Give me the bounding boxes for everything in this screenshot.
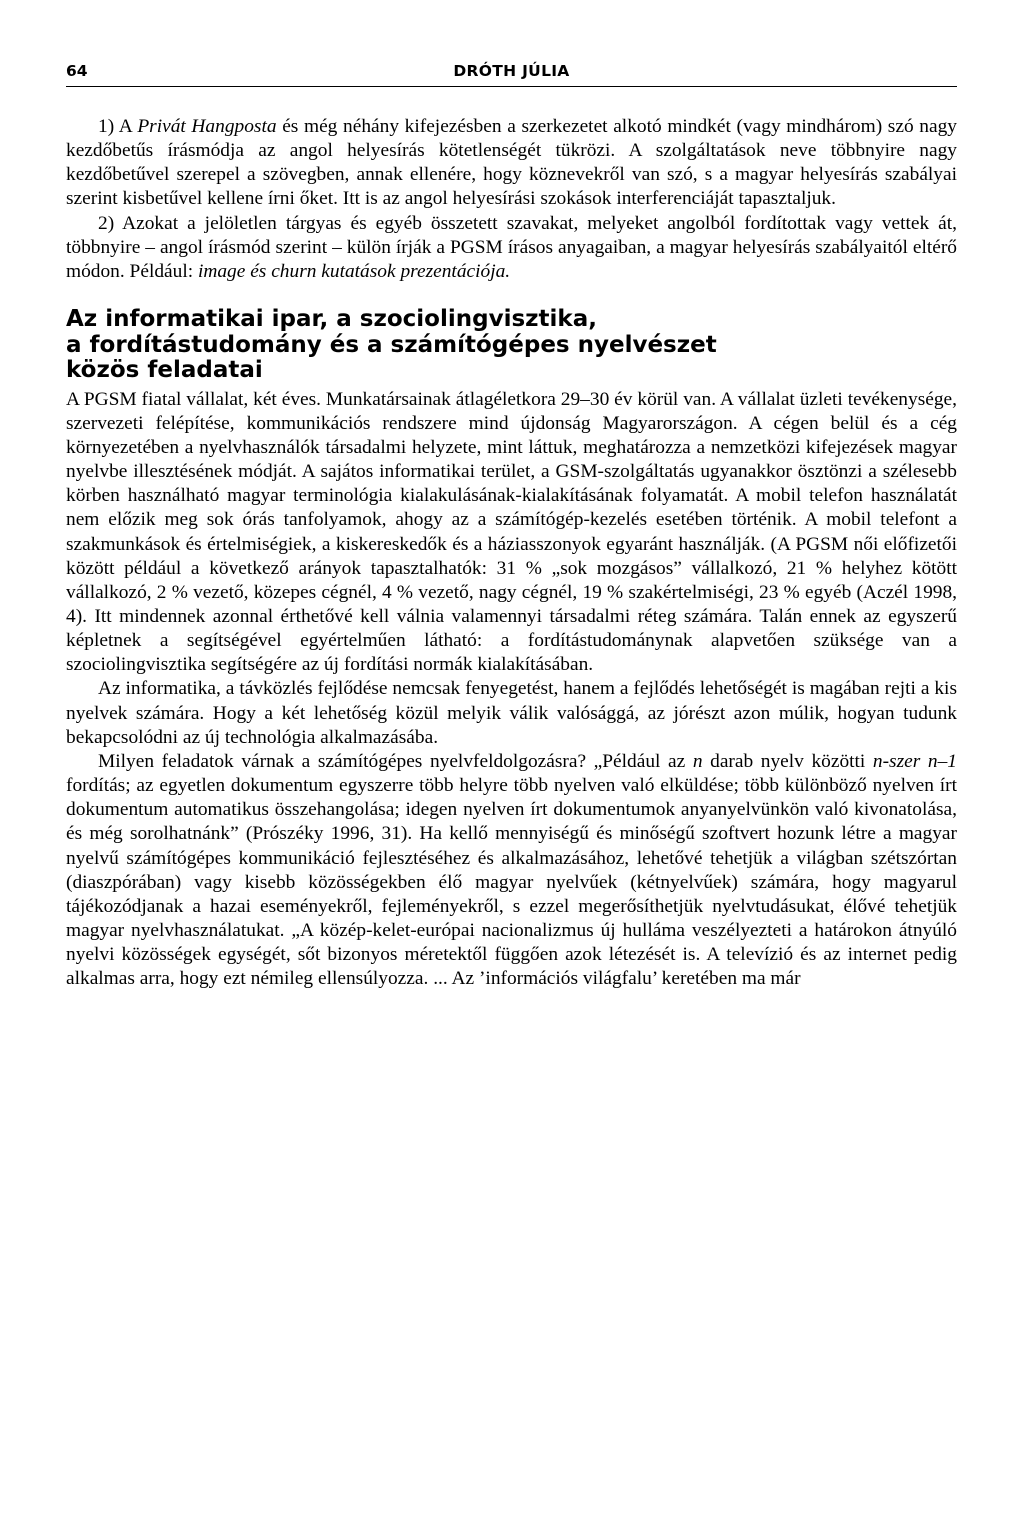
running-head xyxy=(66,56,957,87)
italic-term: Privát Hangposta xyxy=(137,116,277,137)
heading-line: a fordítástudomány és a számítógépes nyelvészet xyxy=(66,331,717,358)
note-number: 1) A xyxy=(98,116,138,137)
page-number: 64 xyxy=(66,62,88,80)
section-heading xyxy=(66,307,957,384)
section-body xyxy=(66,388,957,992)
paragraph-note-1 xyxy=(66,115,957,212)
italic-example: image és churn kutatások prezentációja. xyxy=(197,260,511,282)
paragraph-text: Milyen feladatok várnak a számítógépes nyelvfeldolgozásra? „Például az xyxy=(98,750,693,772)
section-paragraph-3 xyxy=(66,750,957,992)
paragraph-text: és még néhány kifejezésben a szerkezetet alkotó mindkét (vagy mindhárom) szó nagy kezdőbetűs írásmódja az angol helyesírás kötetlenségét tükrözi. A szolgáltatások neve többnyire nagy kezdőbetűvel szerepel a szövegben, annak ellenére, hogy köznevekről van szó, s a magyar helyesírás szabályai szerint kisbetűvel kellene írni őket. Itt is az angol helyesírási szokások interferenciáját tapasztaljuk. xyxy=(66,116,957,210)
italic-formula: n-szer n–1 xyxy=(872,750,957,772)
italic-variable: n xyxy=(692,750,703,772)
section-paragraph-1: A PGSM fiatal vállalat, két éves. Munkatársainak átlagéletkora 29–30 év körül van. A vállalat üzleti tevékenysége, szervezeti felépítése, kommunikációs rendszere mind újdonság Magyarországon. A cégen belül és a cég környezetében a nyelvhasználók társadalmi helyzete, mint láttuk, meghatározza a nemzetközi kifejezések magyar nyelvbe illesztésének módját. A sajátos informatikai terület, a GSM-szolgáltatás ugyanakkor ösztönzi a szélesebb körben használható magyar terminológia kialakulásának-kialakításának folyamatát. A mobil telefon használatát nem előzik meg sok órás tanfolyamok, ahogy az a számítógép-kezelés esetében történik. A mobil telefont a szakmunkások és értelmiségiek, a kiskereskedők és a háziasszonyok egyaránt használják. (A PGSM női előfizetői között például a következő arányok tapasztalhatók: 31 % „sok mozgásos” vállalkozó, 21 % helyhez kötött vállalkozó, 2 % vezető, közepes cégnél, 4 % vezető, nagy cégnél, 19 % szakértelmiségi, 23 % egyéb (Aczél 1998, 4). Itt mindennek azonnal érthetővé kell válnia valamennyi társadalmi réteg számára. Talán ennek az egyszerű képletnek a segítségével egyértelműen látható: a fordítástudománynak alapvetően szüksége van a szociolingvisztika segítségére az új fordítási normák kialakításában. xyxy=(66,388,957,676)
book-page xyxy=(66,56,957,992)
paragraph-text: 2) Azokat a jelöletlen tárgyas és egyéb összetett szavakat, melyeket angolból fordítottak vagy vettek át, többnyire – angol írásmód szerint – külön írják a PGSM írásos anyagaiban, a magyar helyesírás szabályaitól eltérő módon. Például: xyxy=(66,212,957,282)
heading-line: Az informatikai ipar, a szociolingvisztika, xyxy=(66,306,597,333)
intro-block xyxy=(66,115,957,284)
running-head-author: DRÓTH JÚLIA xyxy=(453,62,570,80)
heading-line: közös feladatai xyxy=(66,357,263,384)
paragraph-text: fordítás; az egyetlen dokumentum egyszerre több helyre több nyelven való elküldése; több különböző nyelven írt dokumentum automatikus összehangolása; idegen nyelven írt dokumentumok anyanyelvünkön való kivonatolása, és még sorolhatnánk” (Prószéky 1996, 31). Ha kellő mennyiségű és minőségű szoftvert hozunk létre a magyar nyelvű számítógépes kommunikáció fejlesztéséhez és alkalmazásához, lehetővé tehetjük a világban szétszórtan (diaszpórában) vagy kisebb közösségekben élő magyar nyelvűek (kétnyelvűek) számára, hogy magyarul tájékozódjanak a hazai eseményekről, fejleményekről, s ezzel megerősíthetjük nyelvtudásukat, élővé tehetjük magyar nyelvhasználatukat. „A közép-kelet-európai nacionalizmus új hulláma veszélyezteti a határokon átnyúló nyelvi közösségek egységét, sőt bizonyos méretektől függően azok létezését is. A televízió és az internet pedig alkalmas arra, hogy ezt némileg ellensúlyozza. ... Az ’információs világfalu’ keretében ma már xyxy=(66,775,957,990)
paragraph-note-2 xyxy=(66,212,957,284)
section-paragraph-2: Az informatika, a távközlés fejlődése nemcsak fenyegetést, hanem a fejlődés lehetőségét is magában rejti a kis nyelvek számára. Hogy a két lehetőség közül melyik válik valósággá, az jórészt azon múlik, hogyan tudunk bekapcsolódni az új technológia alkalmazásába. xyxy=(66,678,957,748)
paragraph-text: darab nyelv közötti xyxy=(702,750,873,772)
